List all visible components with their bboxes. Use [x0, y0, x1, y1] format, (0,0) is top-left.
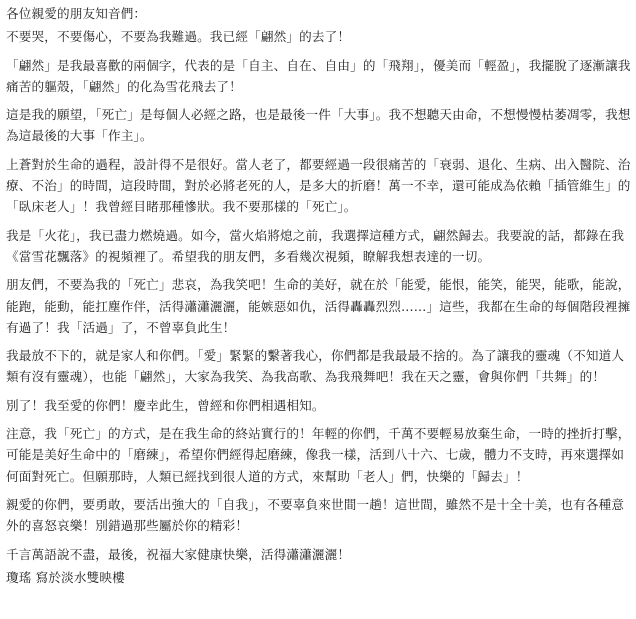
signature: 瓊瑤 寫於淡水雙映樓	[6, 569, 125, 585]
paragraph-6: 朋友們，不要為我的「死亡」悲哀，為我笑吧！生命的美好，就在於「能愛，能恨，能笑，能哭，能歌，能說，能跑，能動，能扛塵作伴，活得瀟瀟灑灑，能嫉惡如仇，活得轟轟烈烈……」這些，我都在生命的每個階段裡擁有過了！我「活過」了，不曾辜負此生！	[6, 277, 631, 335]
greeting: 各位親愛的朋友知音們：	[6, 6, 147, 21]
paragraph-11: 千言萬語說不盡，最後，祝福大家健康快樂，活得瀟瀟灑灑！	[6, 546, 351, 562]
paragraph-10: 親愛的你們，要勇敢，要活出強大的「自我」，不要辜負來世間一趟！這世間，雖然不是十全十美，也有各種意外的喜怒哀樂！別錯過那些屬於你的精彩！	[6, 496, 625, 534]
paragraph-3: 這是我的願望，「死亡」是每個人必經之路，也是最後一件「大事」。我不想聽天由命，不想慢慢枯萎凋零，我想為這最後的大事「作主」。	[6, 107, 631, 144]
paragraph-9: 注意，我「死亡」的方式，是在我生命的終站實行的！年輕的你們，千萬不要輕易放棄生命，一時的挫折打擊，可能是美好生命中的「磨練」，希望你們經得起磨練，像我一樣，活到八十六、七歲，體力不支時，再來選擇如何面對死亡。但願那時，人類已經找到很人道的方式，來幫助「老人」們，快樂的「歸去」！	[6, 426, 631, 484]
paragraph-4: 上蒼對於生命的過程，設計得不是很好。當人老了，都要經過一段很痛苦的「衰弱、退化、生病、出入醫院、治療、不治」的時間，這段時間，對於必將老死的人，是多大的折磨！萬一不幸，還可能成為依賴「插管維生」的「臥床老人」！我曾經目睹那種慘狀。我不要那樣的「死亡」。	[6, 156, 631, 215]
paragraph-8: 別了！我至愛的你們！慶幸此生，曾經和你們相遇相知。	[6, 397, 325, 413]
paragraph-5: 我是「火花」，我已盡力燃燒過。如今，當火焰將熄之前，我選擇這種方式，翩然歸去。我要說的話，都錄在我《當雪花飄落》的視頻裡了。希望我的朋友們，多看幾次視頻，瞭解我想表達的一切。	[6, 227, 625, 264]
paragraph-1: 不要哭，不要傷心，不要為我難過。我已經「翩然」的去了！	[6, 29, 351, 45]
paragraph-2: 「翩然」是我最喜歡的兩個字，代表的是「自主、自在、自由」的「飛翔」，優美而「輕盈」，我擺脫了逐漸讓我痛苦的軀殼，「翩然」的化為雪花飛去了！	[6, 57, 631, 94]
paragraph-7: 我最放不下的，就是家人和你們。「愛」緊緊的繫著我心，你們都是我最最不捨的。為了讓我的靈魂（不知道人類有沒有靈魂），也能「翩然」，大家為我笑、為我高歌、為我飛舞吧！我在天之靈，會與你們「共舞」的！	[6, 348, 625, 385]
letter-body	[6, 3, 632, 588]
